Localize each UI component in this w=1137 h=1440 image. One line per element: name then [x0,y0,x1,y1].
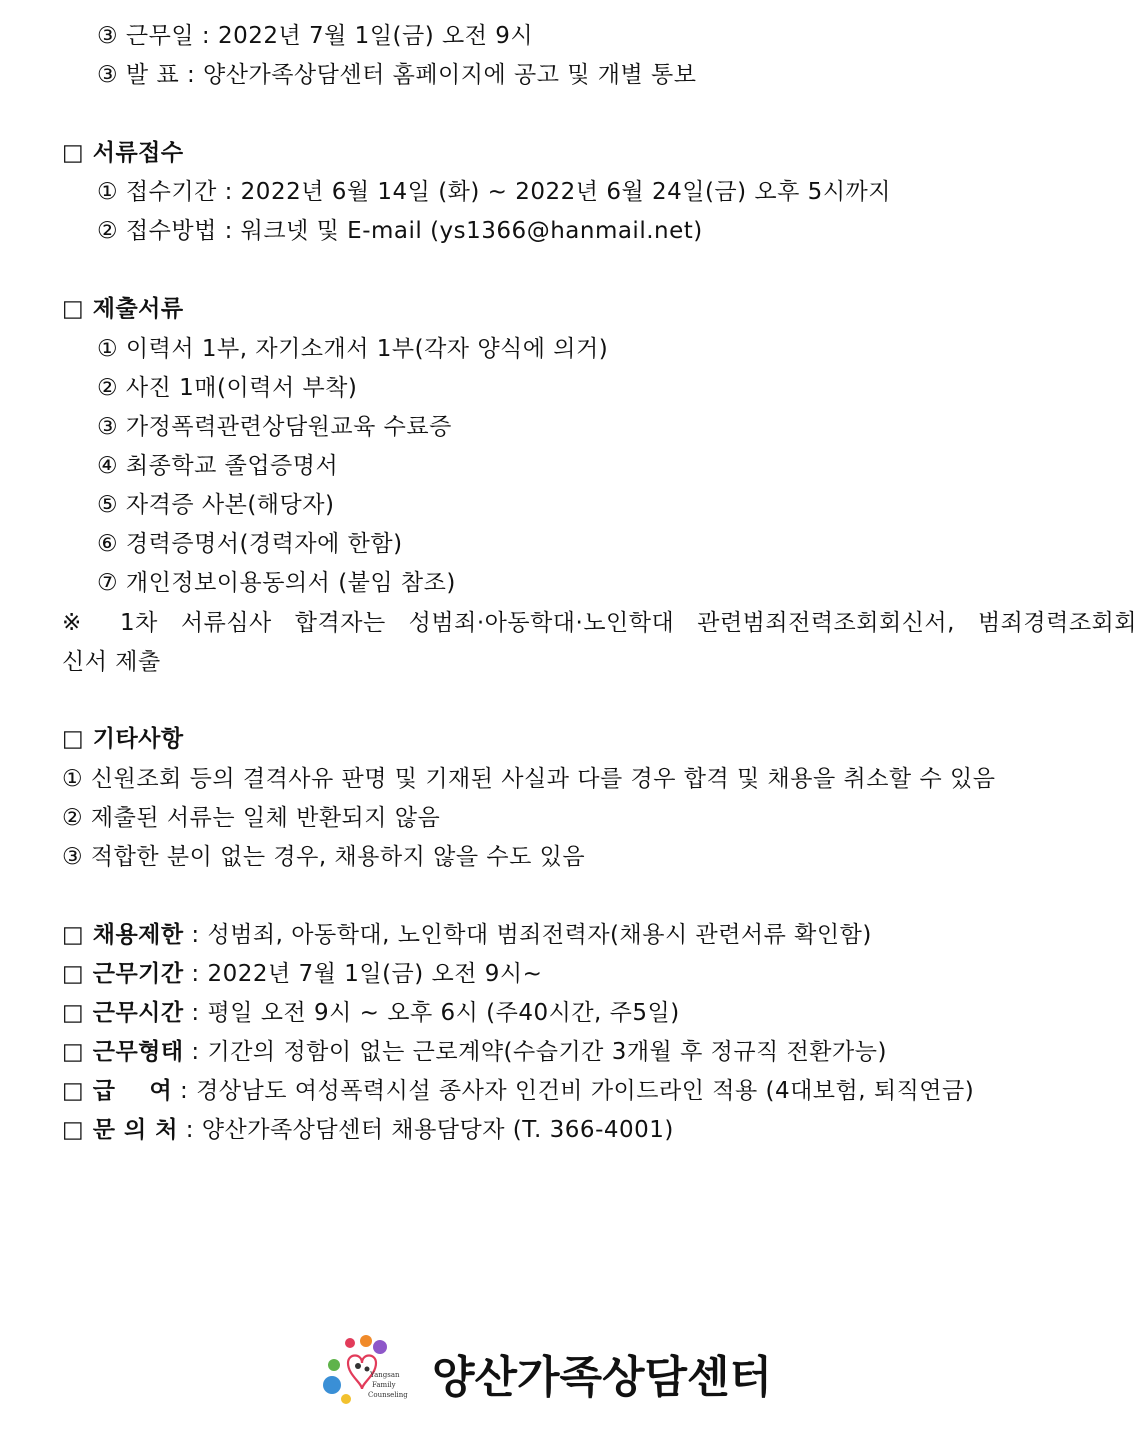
condition-label: □ 근무기간 [62,961,184,987]
doc-item: ① 이력서 1부, 자기소개서 1부(각자 양식에 의거) [97,336,609,362]
logo-dot [341,1394,351,1404]
logo-text-line: Family [372,1381,396,1389]
condition-label: □ 급 여 [62,1078,173,1104]
condition-hiring-restriction [0,918,1137,952]
condition-label: □ 근무형태 [62,1039,184,1065]
receipt-period: ① 접수기간 : 2022년 6월 14일 (화) ~ 2022년 6월 24일(금) 오후 5시까지 [97,179,891,205]
logo-text-line: Yangsan [370,1371,400,1379]
condition-value: : 평일 오전 9시 ~ 오후 6시 (주40시간, 주5일) [183,1000,680,1026]
footer [320,1333,780,1413]
condition-value: : 양산가족상담센터 채용담당자 (T. 366-4001) [177,1117,674,1143]
condition-work-period [0,957,1137,991]
submission-docs-heading: □ 제출서류 [62,296,184,322]
condition-value: : 성범죄, 아동학대, 노인학대 범죄전력자(채용시 관련서류 확인함) [183,922,872,948]
condition-salary [0,1074,1137,1108]
doc-item: ⑤ 자격증 사본(해당자) [97,492,335,518]
announcement-line: ③ 발 표 : 양산가족상담센터 홈페이지에 공고 및 개별 통보 [97,62,697,88]
receipt-method: ② 접수방법 : 워크넷 및 E-mail (ys1366@hanmail.net) [97,218,703,244]
doc-item: ⑦ 개인정보이용동의서 (붙임 참조) [97,570,456,596]
condition-label: □ 근무시간 [62,1000,184,1026]
doc-item: ④ 최종학교 졸업증명서 [97,453,339,479]
logo-dot [360,1335,372,1347]
condition-label: □ 문 의 처 [62,1117,178,1143]
other-matters-heading: □ 기타사항 [62,726,184,752]
logo-dot [328,1359,340,1371]
doc-item: ③ 가정폭력관련상담원교육 수료증 [97,414,452,440]
condition-value: : 기간의 정함이 없는 근로계약(수습기간 3개월 후 정규직 전환가능) [183,1039,887,1065]
condition-contact [0,1113,1137,1147]
other-item: ① 신원조회 등의 결격사유 판명 및 기재된 사실과 다를 경우 합격 및 채용을 취소할 수 있음 [62,766,996,792]
logo-dot [345,1338,355,1348]
doc-receipt-heading: □ 서류접수 [62,140,184,166]
condition-label: □ 채용제한 [62,922,184,948]
condition-work-type [0,1035,1137,1069]
other-item: ③ 적합한 분이 없는 경우, 채용하지 않을 수도 있음 [62,844,586,870]
logo-dot [373,1340,387,1354]
family-counseling-logo-icon [320,1333,410,1408]
doc-item: ② 사진 1매(이력서 부착) [97,375,358,401]
logo-text-line: Counseling [368,1391,408,1399]
work-start-line: ③ 근무일 : 2022년 7월 1일(금) 오전 9시 [97,23,534,49]
screening-note-cont: 신서 제출 [62,649,161,675]
doc-item: ⑥ 경력증명서(경력자에 한함) [97,531,403,557]
logo-dot [323,1376,341,1394]
condition-value: : 경상남도 여성폭력시설 종사자 인건비 가이드라인 적용 (4대보험, 퇴직연금) [172,1078,975,1104]
other-item: ② 제출된 서류는 일체 반환되지 않음 [62,805,441,831]
condition-work-hours [0,996,1137,1030]
screening-note: ※ 1차 서류심사 합격자는 성범죄·아동학대·노인학대 관련범죄전력조회회신서, 범죄경력조회회 [62,610,1137,636]
condition-value: : 2022년 7월 1일(금) 오전 9시~ [183,961,543,987]
org-name: 양산가족상담센터 [432,1352,773,1403]
